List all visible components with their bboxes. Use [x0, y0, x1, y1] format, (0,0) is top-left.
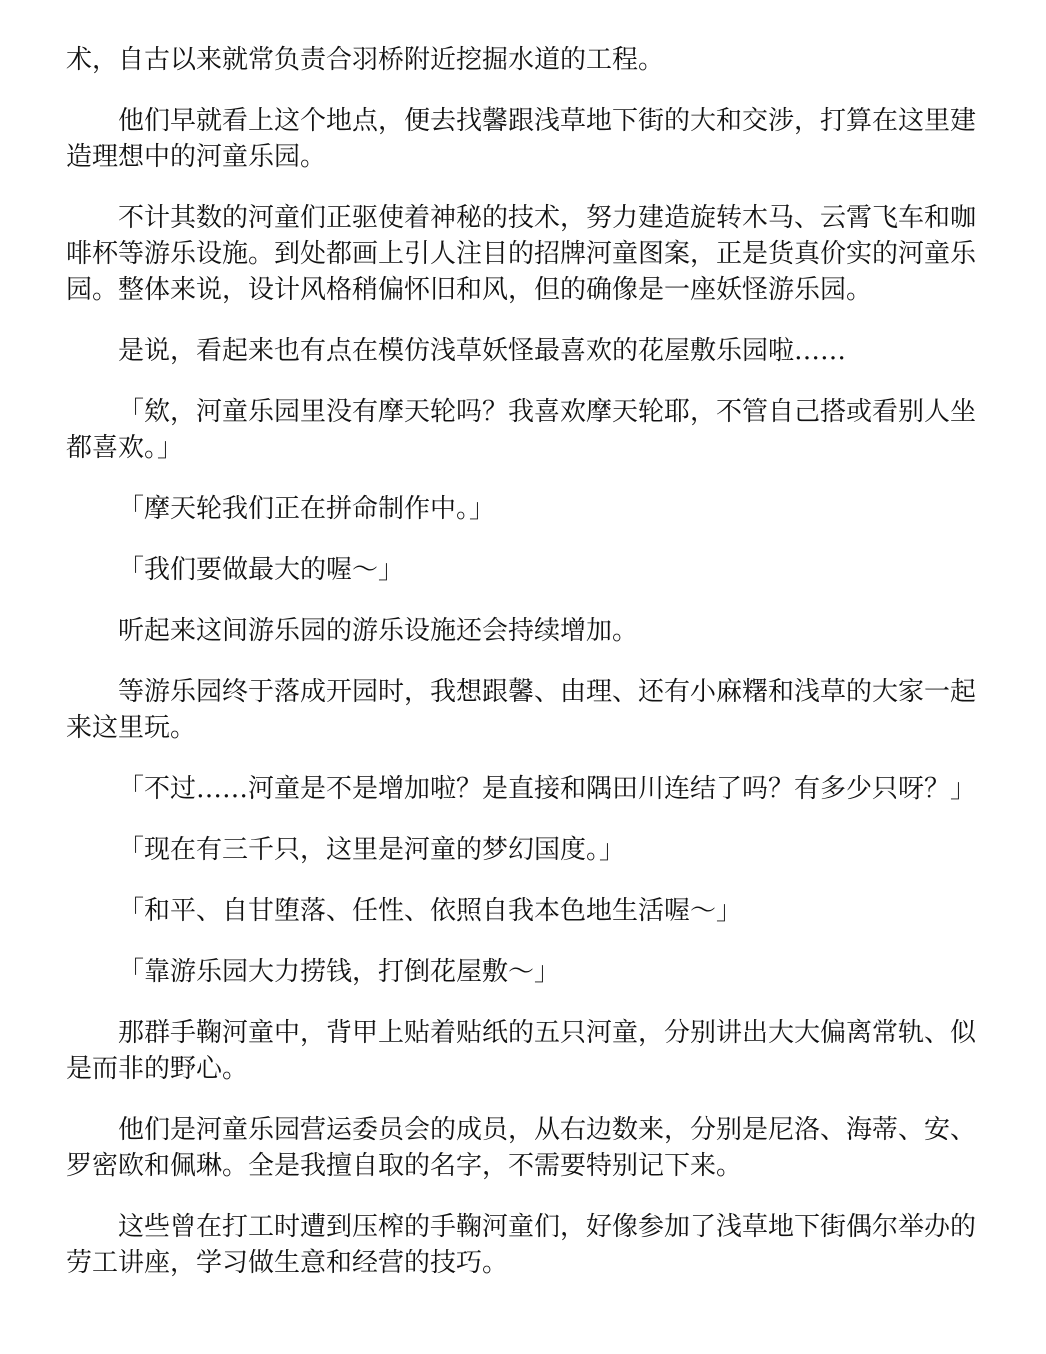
paragraph-11: 「现在有三千只，这里是河童的梦幻国度。」	[118, 835, 626, 865]
paragraph-6: 「摩天轮我们正在拼命制作中。」	[118, 494, 496, 524]
document-page	[66, 42, 976, 1306]
paragraph-3: 不计其数的河童们正驱使着神秘的技术，努力建造旋转木马、云霄飞车和咖啡杯等游乐设施。到处都画上引人注目的招牌河童图案，正是货真价实的河童乐园。整体来说，设计风格稍偏怀旧和风，但的确像是一座妖怪游乐园。	[66, 203, 977, 305]
paragraph-5: 「欸，河童乐园里没有摩天轮吗？我喜欢摩天轮耶，不管自己搭或看别人坐都喜欢。」	[66, 397, 977, 463]
paragraph-2: 他们早就看上这个地点，便去找馨跟浅草地下街的大和交涉，打算在这里建造理想中的河童乐园。	[66, 106, 977, 172]
paragraph-15: 他们是河童乐园营运委员会的成员，从右边数来，分别是尼洛、海蒂、安、罗密欧和佩琳。全是我擅自取的名字，不需要特别记下来。	[66, 1115, 977, 1181]
paragraph-16: 这些曾在打工时遭到压榨的手鞠河童们，好像参加了浅草地下街偶尔举办的劳工讲座，学习做生意和经营的技巧。	[66, 1212, 977, 1278]
paragraph-10: 「不过……河童是不是增加啦？是直接和隅田川连结了吗？有多少只呀？」	[118, 774, 977, 804]
paragraph-13: 「靠游乐园大力捞钱，打倒花屋敷～」	[118, 957, 561, 987]
paragraph-9: 等游乐园终于落成开园时，我想跟馨、由理、还有小麻糬和浅草的大家一起来这里玩。	[66, 677, 977, 743]
paragraph-7: 「我们要做最大的喔～」	[118, 555, 405, 585]
paragraph-8: 听起来这间游乐园的游乐设施还会持续增加。	[118, 616, 639, 646]
paragraph-12: 「和平、自甘堕落、任性、依照自我本色地生活喔～」	[118, 896, 743, 926]
paragraph-1: 术，自古以来就常负责合羽桥附近挖掘水道的工程。	[66, 45, 665, 75]
paragraph-14: 那群手鞠河童中，背甲上贴着贴纸的五只河童，分别讲出大大偏离常轨、似是而非的野心。	[66, 1018, 977, 1084]
paragraph-4: 是说，看起来也有点在模仿浅草妖怪最喜欢的花屋敷乐园啦……	[118, 336, 847, 366]
